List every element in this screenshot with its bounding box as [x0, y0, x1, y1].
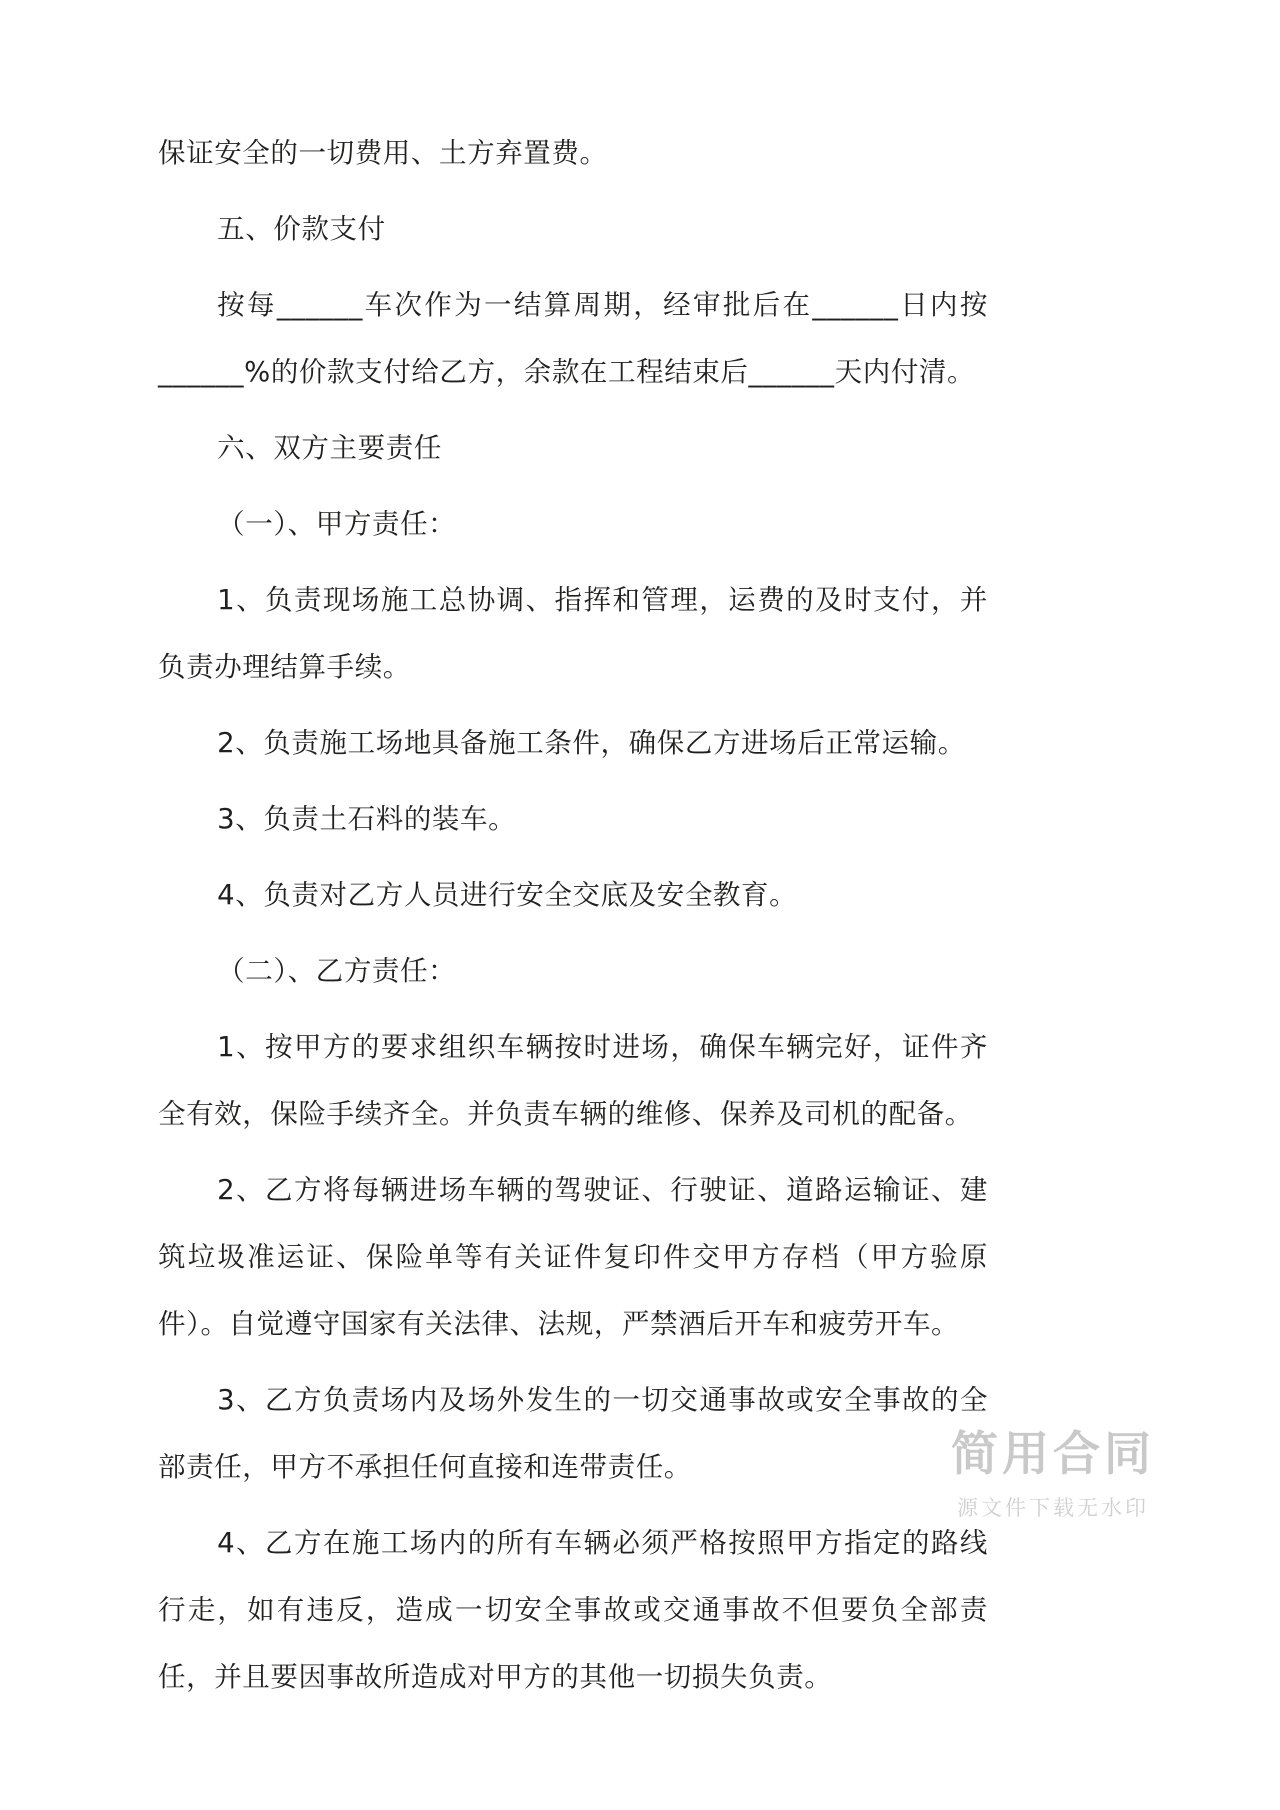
paragraph-party-a-item-1: 1、负责现场施工总协调、指挥和管理，运费的及时支付，并负责办理结算手续。 — [158, 584, 988, 683]
paragraph-party-a-item-3: 3、负责土石料的装车。 — [217, 803, 517, 835]
paragraph-party-b-item-2: 2、乙方将每辆进场车辆的驾驶证、行驶证、道路运输证、建筑垃圾准运证、保险单等有关证件复印件交甲方存档（甲方验原件）。自觉遵守国家有关法律、法规，严禁酒后开车和疲劳开车。 — [158, 1174, 988, 1340]
watermark-subtitle-text: 源文件下载无水印 — [957, 1496, 1149, 1520]
heading-section-five: 五、价款支付 — [217, 213, 386, 245]
heading-section-six: 六、双方主要责任 — [217, 432, 442, 464]
paragraph-party-b-item-4: 4、乙方在施工场内的所有车辆必须严格按照甲方指定的路线行走，如有违反，造成一切安全事故或交通事故不但要负全部责任，并且要因事故所造成对甲方的其他一切损失负责。 — [158, 1527, 988, 1693]
paragraph-party-a-item-4: 4、负责对乙方人员进行安全交底及安全教育。 — [217, 879, 798, 911]
heading-party-a-responsibilities: （一）、甲方责任： — [217, 508, 457, 540]
paragraph-party-b-item-3: 3、乙方负责场内及场外发生的一切交通事故或安全事故的全部责任，甲方不承担任何直接和连带责任。 — [158, 1384, 988, 1483]
watermark-brand-text: 简用合同 — [951, 1426, 1155, 1482]
heading-party-b-responsibilities: （二）、乙方责任： — [217, 955, 457, 987]
paragraph-party-b-item-1: 1、按甲方的要求组织车辆按时进场，确保车辆完好，证件齐全有效，保险手续齐全。并负责车辆的维修、保养及司机的配备。 — [158, 1031, 988, 1130]
paragraph-fees-continuation: 保证安全的一切费用、土方弃置费。 — [158, 137, 608, 169]
paragraph-party-a-item-2: 2、负责施工场地具备施工条件，确保乙方进场后正常运输。 — [217, 727, 966, 759]
document-body — [158, 120, 988, 1720]
paragraph-payment-terms: 按每______车次作为一结算周期，经审批后在______日内按______%的价款支付给乙方，余款在工程结束后______天内付清。 — [158, 289, 988, 388]
